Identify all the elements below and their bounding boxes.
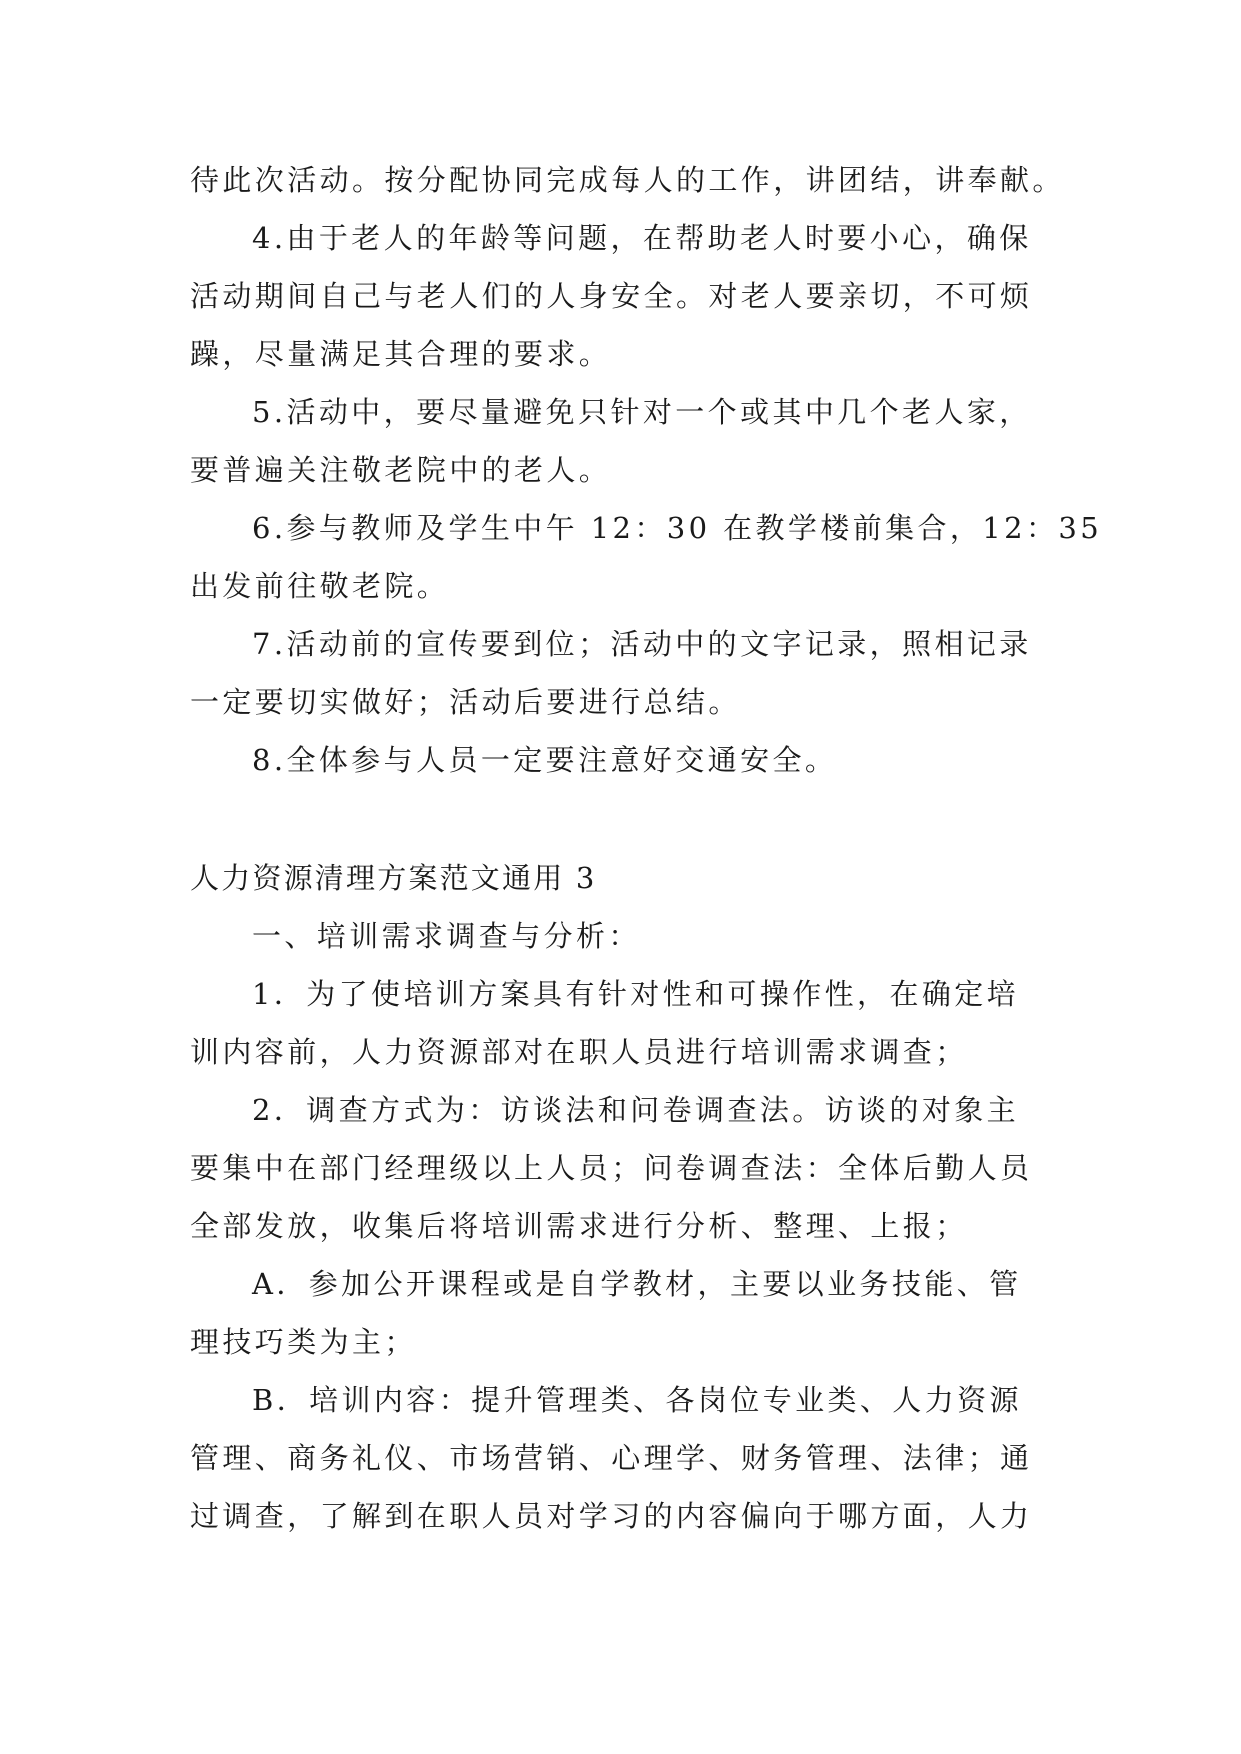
paragraph-line: 全部发放，收集后将培训需求进行分析、整理、上报； xyxy=(190,1209,968,1243)
paragraph-line: 6.参与教师及学生中午 12：30 在教学楼前集合，12：35 xyxy=(252,511,1103,545)
paragraph-line: 训内容前，人力资源部对在职人员进行培训需求调查； xyxy=(190,1035,968,1069)
paragraph-line: 一定要切实做好；活动后要进行总结。 xyxy=(190,685,741,719)
paragraph-line: 管理、商务礼仪、市场营销、心理学、财务管理、法律；通 xyxy=(190,1441,1033,1475)
paragraph-line: A．参加公开课程或是自学教材，主要以业务技能、管 xyxy=(252,1267,1022,1301)
section-title: 人力资源清理方案范文通用 3 xyxy=(190,861,597,895)
paragraph-line: 7.活动前的宣传要到位；活动中的文字记录，照相记录 xyxy=(252,627,1032,661)
paragraph-line: 活动期间自己与老人们的人身安全。对老人要亲切，不可烦 xyxy=(190,279,1033,313)
paragraph-line: B．培训内容：提升管理类、各岗位专业类、人力资源 xyxy=(252,1383,1022,1417)
paragraph-line: 要普遍关注敬老院中的老人。 xyxy=(190,453,612,487)
paragraph-line: 过调查，了解到在职人员对学习的内容偏向于哪方面，人力 xyxy=(190,1499,1033,1533)
paragraph-line: 2．调查方式为：访谈法和问卷调查法。访谈的对象主 xyxy=(252,1093,1020,1127)
paragraph-line: 待此次活动。按分配协同完成每人的工作，讲团结，讲奉献。 xyxy=(190,163,1065,197)
paragraph-line: 出发前往敬老院。 xyxy=(190,569,450,603)
paragraph-line: 躁，尽量满足其合理的要求。 xyxy=(190,337,612,371)
paragraph-line: 一、培训需求调查与分析： xyxy=(252,919,641,953)
paragraph-line: 理技巧类为主； xyxy=(190,1325,417,1359)
paragraph-line: 1．为了使培训方案具有针对性和可操作性，在确定培 xyxy=(252,977,1020,1011)
paragraph-line: 4.由于老人的年龄等问题，在帮助老人时要小心，确保 xyxy=(252,221,1032,255)
paragraph-line: 5.活动中，要尽量避免只针对一个或其中几个老人家， xyxy=(252,395,1032,429)
paragraph-line: 要集中在部门经理级以上人员；问卷调查法：全体后勤人员 xyxy=(190,1151,1033,1185)
paragraph-line: 8.全体参与人员一定要注意好交通安全。 xyxy=(252,743,838,777)
